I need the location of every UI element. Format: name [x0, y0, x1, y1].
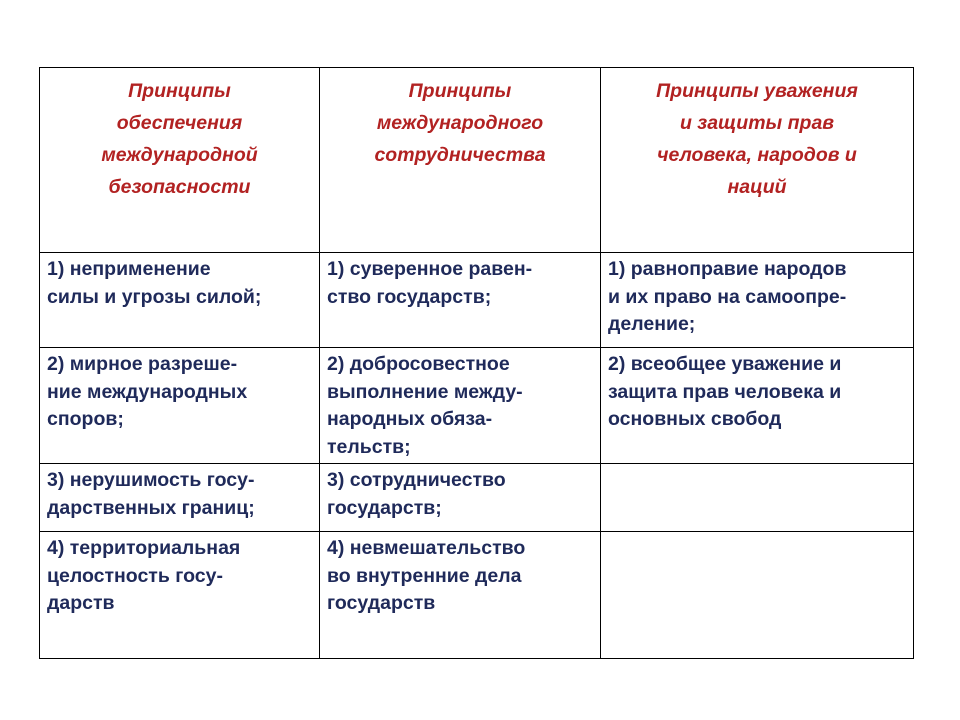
table-cell	[40, 464, 320, 532]
table-cell	[320, 253, 601, 348]
table-cell	[601, 253, 914, 348]
cell-text: 3) сотрудничество государств;	[327, 469, 506, 519]
header-text: Принципы уважения и защиты прав человека, народов и наций	[656, 80, 858, 198]
table-cell-empty	[601, 464, 914, 532]
table-cell	[320, 464, 601, 532]
header-cooperation-principles	[320, 68, 601, 253]
header-text: Принципы обеспечения международной безопасности	[101, 80, 258, 198]
cell-text: 2) мирное разреше- ние международных споров;	[47, 353, 248, 430]
header-text: Принципы международного сотрудничества	[374, 80, 546, 166]
cell-text: 4) территориальная целостность госу- дарств	[47, 537, 241, 614]
table-cell-empty	[601, 532, 914, 659]
cell-text: 1) неприменение силы и угрозы силой;	[47, 258, 262, 308]
cell-text: 4) невмешательство во внутренние дела государств	[327, 537, 526, 614]
header-human-rights-principles	[601, 68, 914, 253]
table-cell	[40, 348, 320, 464]
principles-table	[39, 67, 914, 659]
table-cell	[601, 348, 914, 464]
table-row	[40, 348, 914, 464]
table-cell	[320, 348, 601, 464]
cell-text: 1) равноправие народов и их право на самоопре- деление;	[608, 258, 847, 335]
table-row	[40, 253, 914, 348]
cell-text: 1) суверенное равен- ство государств;	[327, 258, 533, 308]
table-cell	[40, 532, 320, 659]
table-row	[40, 464, 914, 532]
cell-text: 2) всеобщее уважение и защита прав человека и основных свобод	[608, 353, 842, 430]
header-security-principles	[40, 68, 320, 253]
table-cell	[320, 532, 601, 659]
cell-text: 2) добросовестное выполнение между- народных обяза- тельств;	[327, 353, 523, 458]
table-row	[40, 532, 914, 659]
table-cell	[40, 253, 320, 348]
cell-text: 3) нерушимость госу- дарственных границ;	[47, 469, 255, 519]
table-header-row	[40, 68, 914, 253]
